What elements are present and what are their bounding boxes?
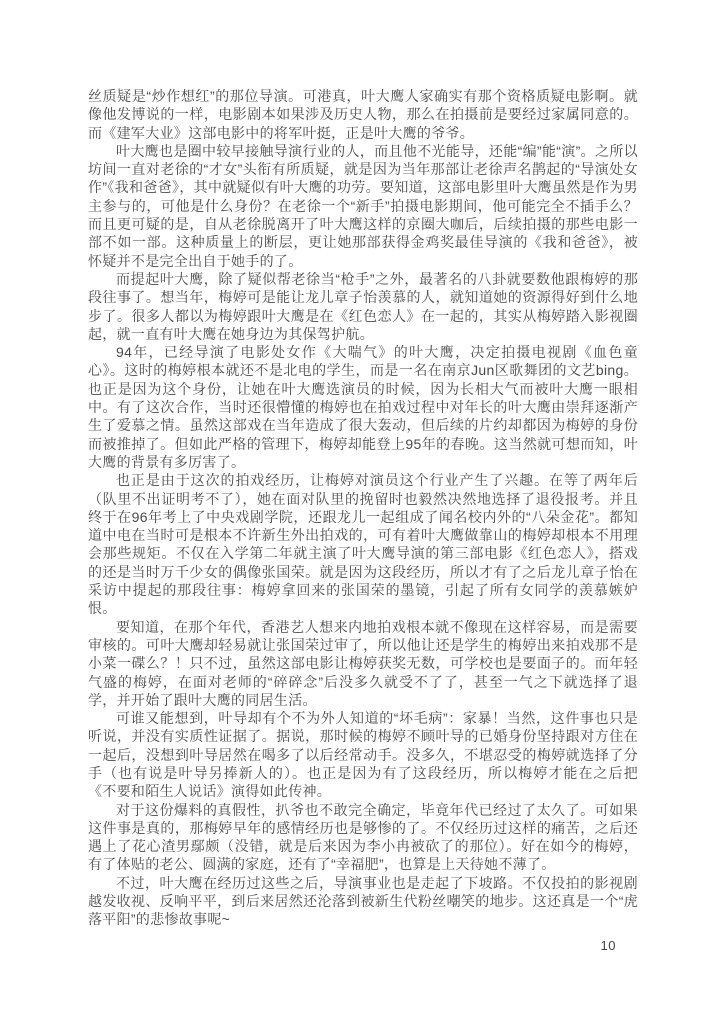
paragraph: 94年，已经导演了电影处女作《大喘气》的叶大鹰，决定拍摄电视剧《血色童心》。这时的梅婷根本就还不是北电的学生，而是一名在南京Jun区歌舞团的文艺bing。也正是因为这个身份，让她在叶大鹰选演员的时候，因为长相大气而被叶大鹰一眼相中。有了这次合作，当时还很懵懂的梅婷也在拍戏过程中对年长的叶大鹰由崇拜逐渐产生了爱慕之情。虽然这部戏在当年造成了很大轰动，但后续的片约却都因为梅婷的身份而被推掉了。但如此严格的管理下，梅婷却能登上95年的春晚。这当然就可想而知，叶大鹰的背景有多厉害了。 bbox=[88, 344, 638, 470]
paragraph: 丝质疑是“炒作想红”的那位导演。可港真，叶大鹰人家确实有那个资格质疑电影啊。就像他发博说的一样，电影剧本如果涉及历史人物，那么在拍摄前是要经过家属同意的。而《建军大业》这部电影中的将军叶挺，正是叶大鹰的爷爷。 bbox=[88, 88, 638, 141]
article-body bbox=[88, 87, 638, 929]
paragraph: 不过，叶大鹰在经历过这些之后，导演事业也是走起了下坡路。不仅投拍的影视剧越发收视、反响平平，到后来居然还沦落到被新生代粉丝嘲笑的地步。这还真是一个“虎落平阳”的悲惨故事呢~ bbox=[88, 874, 638, 928]
paragraph: 可谁又能想到，叶导却有个不为外人知道的“坏毛病”：家暴！当然，这件事也只是听说，并没有实质性证据了。据说，那时候的梅婷不顾叶导的已婚身份坚持跟对方住在一起后，没想到叶导居然在喝多了以后经常动手。没多久，不堪忍受的梅婷就选择了分手（也有说是叶导另捧新人的）。也正是因为有了这段经历，所以梅婷才能在之后把《不要和陌生人说话》演得如此传神。 bbox=[88, 710, 638, 800]
page-number: 10 bbox=[600, 938, 616, 953]
paragraph: 而提起叶大鹰，除了疑似帮老徐当“枪手”之外，最著名的八卦就要数他跟梅婷的那段往事了。想当年，梅婷可是能让龙儿章子怡羡慕的人，就知道她的资源得好到什么地步了。很多人都以为梅婷跟叶大鹰是在《红色恋人》在一起的，其实从梅婷踏入影视圈起，就一直有叶大鹰在她身边为其保驾护航。 bbox=[88, 270, 638, 342]
paragraph: 对于这份爆料的真假性，扒爷也不敢完全确定，毕竟年代已经过了太久了。可如果这件事是真的，那梅婷早年的感情经历也是够惨的了。不仅经历过这样的痛苦，之后还遇上了花心渣男鄢颇（没错，就是后来因为李小冉被砍了的那位）。好在如今的梅婷，有了体贴的老公、圆满的家庭，还有了“幸福肥”，也算是上天待她不薄了。 bbox=[88, 801, 638, 873]
paragraph: 叶大鹰也是圈中较早接触导演行业的人，而且他不光能导，还能“编”能“演”。之所以坊间一直对老徐的“才女”头衔有所质疑，就是因为当年那部让老徐声名鹊起的“导演处女作”《我和爸爸》，其中就疑似有叶大鹰的功劳。要知道，这部电影里叶大鹰虽然是作为男主参与的，可他是什么身份？在老徐一个“新手”拍摄电影期间，他可能完全不插手么？而且更可疑的是，自从老徐脱离开了叶大鹰这样的京圈大咖后，后续拍摄的那些电影一部不如一部。这种质量上的断层，更让她那部获得金鸡奖最佳导演的《我和爸爸》，被怀疑并不是完全出自于她手的了。 bbox=[88, 142, 638, 269]
paragraph: 要知道，在那个年代，香港艺人想来内地拍戏根本就不像现在这样容易，而是需要审核的。可叶大鹰却轻易就让张国荣过审了，所以他让还是学生的梅婷出来拍戏那不是小菜一碟么？！只不过，虽然这部电影让梅婷获奖无数，可学校也是要面子的。而年轻气盛的梅婷，在面对老师的“碎碎念”后没多久就受不了了，甚至一气之下就选择了退学，并开始了跟叶大鹰的同居生活。 bbox=[88, 618, 638, 708]
paragraph: 也正是由于这次的拍戏经历，让梅婷对演员这个行业产生了兴趣。在等了两年后（队里不出证明考不了），她在面对队里的挽留时也毅然决然地选择了退役报考。并且终于在96年考上了中央戏剧学院，还跟龙儿一起组成了闻名校内外的“八朵金花”。都知道中电在当时可是根本不许新生外出拍戏的，可有着叶大鹰做靠山的梅婷却根本不用理会那些规矩。不仅在入学第二年就主演了叶大鹰导演的第三部电影《红色恋人》，搭戏的还是当时万千少女的偶像张国荣。就是因为这段经历，所以才有了之后龙儿章子怡在采访中提起的那段往事：梅婷拿回来的张国荣的墨镜，引起了所有女同学的羡慕嫉妒恨。 bbox=[88, 472, 638, 617]
